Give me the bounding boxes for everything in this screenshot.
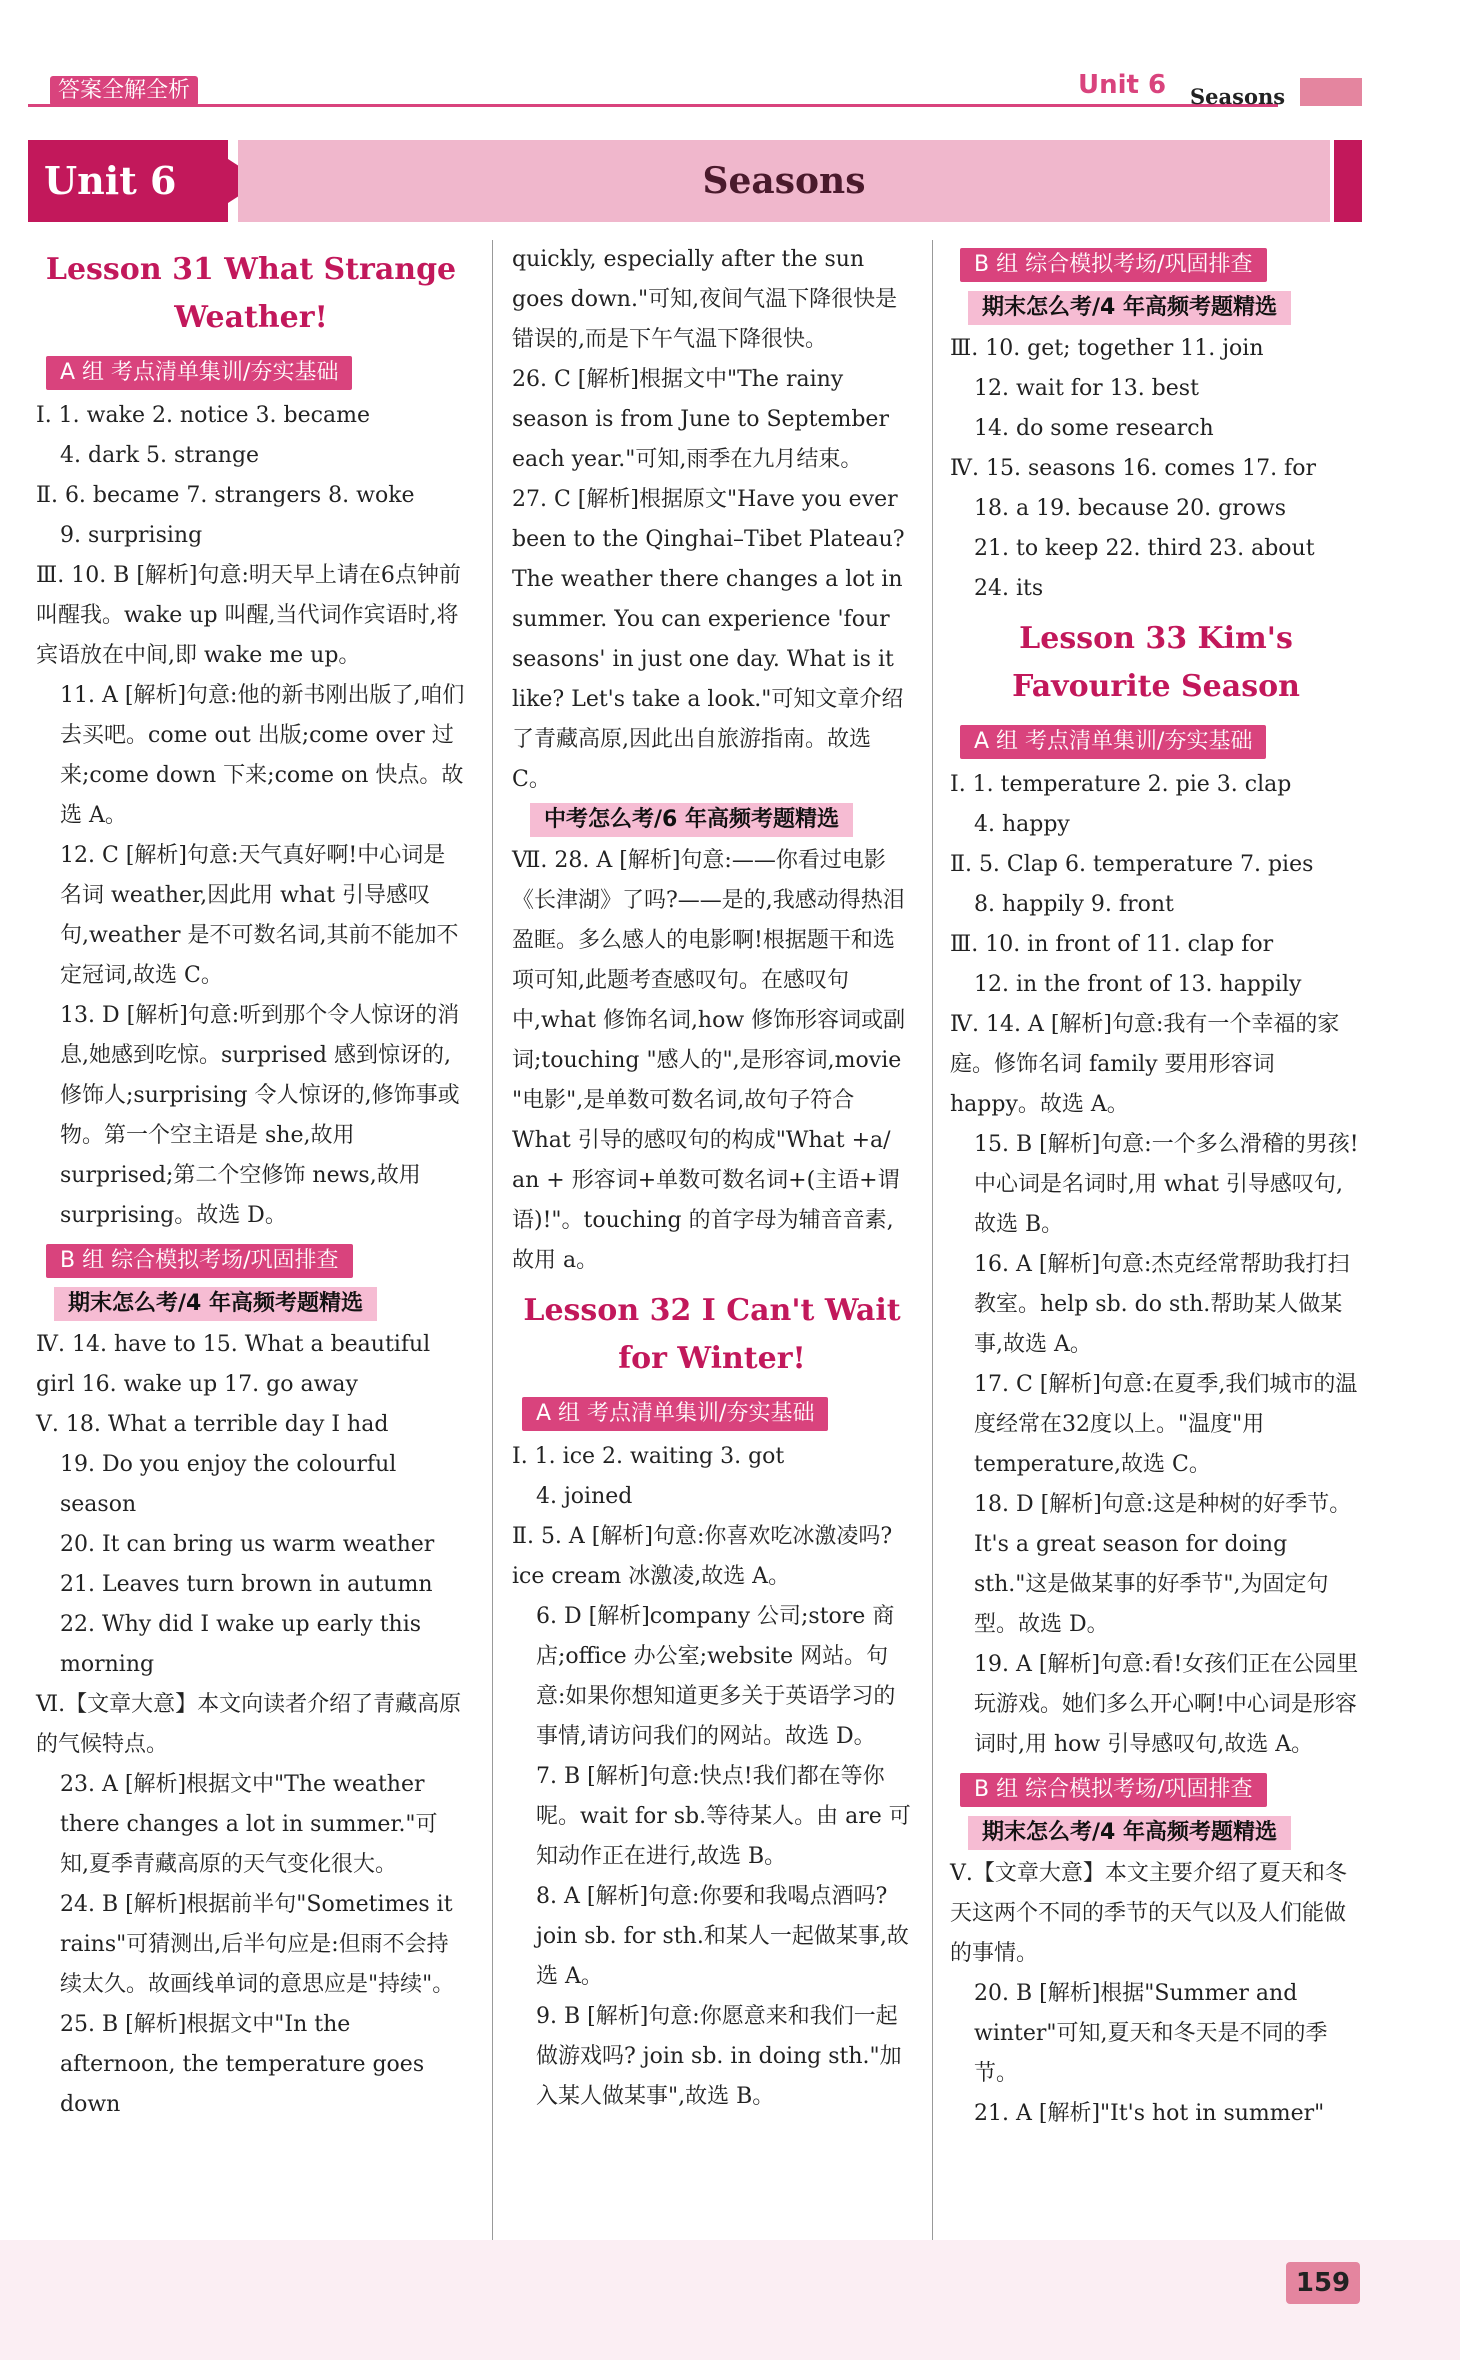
answer-list <box>512 240 912 800</box>
answer-line: 20. B [解析]根据"Summer and winter"可知,夏天和冬天是不同的季节。 <box>974 1981 1328 2086</box>
answer-line: 9. B [解析]句意:你愿意来和我们一起做游戏吗? join sb. in doing sth."加入某人做某事",故选 B。 <box>536 2004 902 2109</box>
unit-banner <box>28 140 1360 222</box>
subsection-label: 期末怎么考/4 年高频考题精选 <box>54 1287 377 1321</box>
lesson-title: Lesson 31 What Strange Weather! <box>45 252 457 335</box>
header-tag: 答案全解全析 <box>50 76 198 106</box>
answer-line: Ⅲ. 10. in front of 11. clap for <box>950 932 1274 957</box>
page-number: 159 <box>1286 2262 1360 2304</box>
answer-line: 13. D [解析]句意:听到那个令人惊讶的消息,她感到吃惊。surprised 感到惊讶的,修饰人;surprising 令人惊讶的,修饰事或物。第一个空主语是 she,故用 surprised;第二个空修饰 news,故用 surprising。故选 D。 <box>60 1003 460 1228</box>
subsection-label: 期末怎么考/4 年高频考题精选 <box>968 291 1291 325</box>
answer-line: 21. to keep 22. third 23. about <box>974 536 1315 561</box>
answer-line: Ⅲ. 10. B [解析]句意:明天早上请在6点钟前叫醒我。wake up 叫醒,当代词作宾语时,将宾语放在中间,即 wake me up。 <box>36 563 461 668</box>
answer-line: 16. A [解析]句意:杰克经常帮助我打扫教室。help sb. do sth.帮助某人做某事,故选 A。 <box>974 1252 1350 1357</box>
header-decor-block <box>1300 78 1362 106</box>
lesson-title: Lesson 33 Kim's Favourite Season <box>1012 621 1300 704</box>
banner-title: Seasons <box>702 160 866 202</box>
answer-line: 9. surprising <box>60 523 203 548</box>
section-a-label: A 组 考点清单集训/夯实基础 <box>960 725 1266 759</box>
answer-line: quickly, especially after the sun goes down."可知,夜间气温下降很快是错误的,而是下午气温下降很快。 <box>512 247 898 352</box>
section-a-label: A 组 考点清单集训/夯实基础 <box>522 1397 828 1431</box>
subsection-label: 期末怎么考/4 年高频考题精选 <box>968 1816 1291 1850</box>
banner-endbar <box>1334 140 1362 222</box>
answer-line: 21. Leaves turn brown in autumn <box>60 1572 433 1597</box>
section-b-label: B 组 综合模拟考场/巩固排查 <box>46 1244 353 1278</box>
answer-line: 4. dark 5. strange <box>60 443 260 468</box>
answer-list <box>36 396 466 1236</box>
column-left <box>36 240 466 2125</box>
answer-line: Ⅵ.【文章大意】本文向读者介绍了青藏高原的气候特点。 <box>36 1692 462 1757</box>
answer-line: 14. do some research <box>974 416 1214 441</box>
footer-background <box>0 2240 1460 2360</box>
answer-line: Ⅱ. 5. A [解析]句意:你喜欢吃冰激凌吗? ice cream 冰激凌,故选 A。 <box>512 1524 893 1589</box>
section-a-label: A 组 考点清单集训/夯实基础 <box>46 356 352 390</box>
answer-line: 23. A [解析]根据文中"The weather there changes a lot in summer."可知,夏季青藏高原的天气变化很大。 <box>60 1772 438 1877</box>
answer-line: 27. C [解析]根据原文"Have you ever been to the Qinghai–Tibet Plateau? The weather there changes a lot in summer. You can experience 'four seasons' in just one day. What is it like? Let's take a look."可知文章介绍了青藏高原,因此出自旅游指南。故选 C。 <box>512 487 905 792</box>
section-b-label: B 组 综合模拟考场/巩固排查 <box>960 1773 1267 1807</box>
answer-line: 11. A [解析]句意:他的新书刚出版了,咱们去买吧。come out 出版;come over 过来;come down 下来;come on 快点。故选 A。 <box>60 683 465 828</box>
answer-line: 12. wait for 13. best <box>974 376 1199 401</box>
answer-line: 24. its <box>974 576 1044 601</box>
answer-line: Ⅳ. 14. A [解析]句意:我有一个幸福的家庭。修饰名词 family 要用形容词 happy。故选 A。 <box>950 1012 1340 1117</box>
answer-line: Ⅶ. 28. A [解析]句意:——你看过电影《长津湖》了吗?——是的,我感动得热泪盈眶。多么感人的电影啊!根据题干和选项可知,此题考查感叹句。在感叹句中,what 修饰名词,how 修饰形容词或副词;touching "感人的",是形容词,movie "电影",是单数可数名词,故句子符合 What 引导的感叹句的构成"What +a/ an + 形容词+单数可数名词+(主语+谓语)!"。touching 的首字母为辅音音素,故用 a。 <box>512 848 906 1273</box>
answer-line: Ⅰ. 1. temperature 2. pie 3. clap <box>950 772 1292 797</box>
answer-line: Ⅴ. 18. What a terrible day I had <box>36 1412 389 1437</box>
answer-line: 19. A [解析]句意:看!女孩们正在公园里玩游戏。她们多么开心啊!中心词是形容词时,用 how 引导感叹句,故选 A。 <box>974 1652 1359 1757</box>
answer-line: Ⅰ. 1. wake 2. notice 3. became <box>36 403 370 428</box>
answer-line: 20. It can bring us warm weather <box>60 1532 435 1557</box>
header-rule <box>28 104 1278 107</box>
answer-line: 4. happy <box>974 812 1070 837</box>
answer-line: 24. B [解析]根据前半句"Sometimes it rains"可猜测出,后半句应是:但雨不会持续太久。故画线单词的意思应是"持续"。 <box>60 1892 455 1997</box>
answer-line: 12. in the front of 13. happily <box>974 972 1302 997</box>
answer-list <box>950 765 1362 1765</box>
answer-line: Ⅱ. 5. Clap 6. temperature 7. pies <box>950 852 1314 877</box>
header-unit: Unit 6 <box>1078 70 1167 100</box>
answer-list <box>36 1325 466 2125</box>
answer-line: 22. Why did I wake up early this morning <box>60 1612 422 1677</box>
answer-list <box>950 329 1362 609</box>
banner-unit: Unit 6 <box>28 140 228 222</box>
answer-line: Ⅳ. 14. have to 15. What a beautiful girl 16. wake up 17. go away <box>36 1332 431 1397</box>
answer-line: 4. joined <box>536 1484 633 1509</box>
column-right <box>950 240 1362 2134</box>
answer-line: Ⅰ. 1. ice 2. waiting 3. got <box>512 1444 785 1469</box>
lesson-title: Lesson 32 I Can't Wait for Winter! <box>523 1293 901 1376</box>
answer-line: 18. a 19. because 20. grows <box>974 496 1287 521</box>
answer-list <box>950 1854 1362 2134</box>
answer-line: 18. D [解析]句意:这是种树的好季节。It's a great season for doing sth."这是做某事的好季节",为固定句型。故选 D。 <box>974 1492 1352 1637</box>
answer-line: 8. happily 9. front <box>974 892 1174 917</box>
answer-line: 6. D [解析]company 公司;store 商店;office 办公室;website 网站。句意:如果你想知道更多关于英语学习的事情,请访问我们的网站。故选 D。 <box>536 1604 896 1749</box>
answer-line: 8. A [解析]句意:你要和我喝点酒吗? join sb. for sth.和某人一起做某事,故选 A。 <box>536 1884 909 1989</box>
column-middle <box>512 240 912 2117</box>
answer-line: 17. C [解析]句意:在夏季,我们城市的温度经常在32度以上。"温度"用 temperature,故选 C。 <box>974 1372 1358 1477</box>
subsection-label: 中考怎么考/6 年高频考题精选 <box>530 803 853 837</box>
section-b-label: B 组 综合模拟考场/巩固排查 <box>960 248 1267 282</box>
answer-line: 15. B [解析]句意:一个多么滑稽的男孩!中心词是名词时,用 what 引导感叹句,故选 B。 <box>974 1132 1359 1237</box>
answer-list <box>512 841 912 1281</box>
answer-line: 7. B [解析]句意:快点!我们都在等你呢。wait for sb.等待某人。由 are 可知动作正在进行,故选 B。 <box>536 1764 911 1869</box>
answer-line: Ⅱ. 6. became 7. strangers 8. woke <box>36 483 415 508</box>
column-divider <box>492 240 493 2240</box>
answer-line: Ⅳ. 15. seasons 16. comes 17. for <box>950 456 1316 481</box>
answer-line: 21. A [解析]"It's hot in summer" <box>974 2101 1325 2126</box>
header-seasons: Seasons <box>1190 84 1286 109</box>
answer-line: 12. C [解析]句意:天气真好啊!中心词是名词 weather,因此用 what 引导感叹句,weather 是不可数名词,其前不能加不定冠词,故选 C。 <box>60 843 459 988</box>
answer-line: Ⅲ. 10. get; together 11. join <box>950 336 1264 361</box>
answer-list <box>512 1437 912 2117</box>
answer-line: 25. B [解析]根据文中"In the afternoon, the temperature goes down <box>60 2012 425 2117</box>
answer-line: Ⅴ.【文章大意】本文主要介绍了夏天和冬天这两个不同的季节的天气以及人们能做的事情。 <box>950 1861 1347 1966</box>
answer-line: 26. C [解析]根据文中"The rainy season is from June to September each year."可知,雨季在九月结束。 <box>512 367 889 472</box>
answer-line: 19. Do you enjoy the colourful season <box>60 1452 397 1517</box>
column-divider <box>932 240 933 2240</box>
